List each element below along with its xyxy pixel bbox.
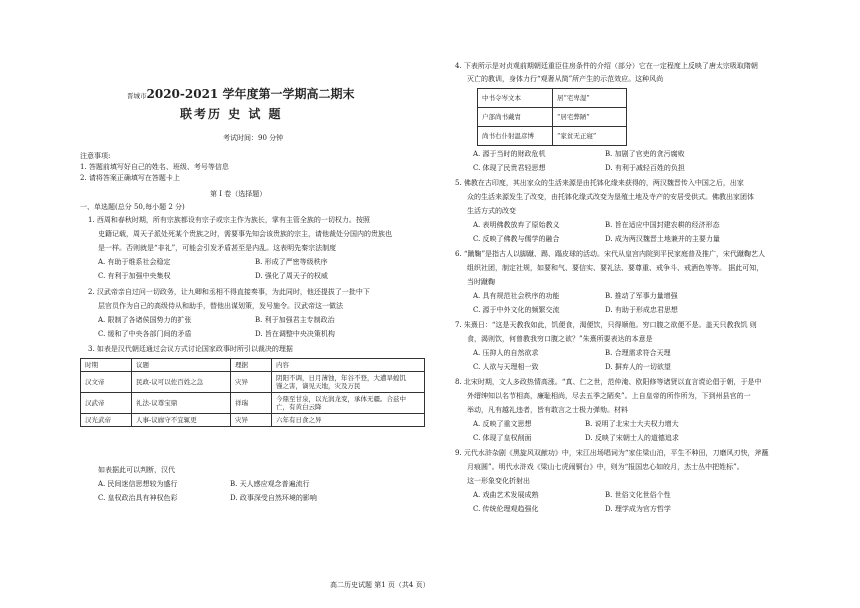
table-cell: “居宅弊陋” [553,108,627,127]
q7-option-a: A. 压抑人的自然欲求 [473,349,539,357]
table-cell: 尚书右仆射温彦博 [478,127,553,146]
table-cell [272,372,425,393]
q9-option-c: C. 传统伦理观趋强化 [473,505,539,513]
q6-line1: 6. “蹴鞠”是指古人以脚蹴、踢、蹋皮球的活动。宋代从皇宫内院到平民家庭普及推广，宋代蹴鞠艺人 [455,250,766,258]
q3-option-a: A. 民间迷信思想较为盛行 [98,480,178,488]
table-cell: 民政-议可以佐百姓之急 [132,372,231,393]
table-header-row [81,359,425,372]
table-cell: 礼法-议尊宝鼎 [132,393,231,414]
q8-line1: 8. 北宋时期，文人多政热情高涨。“真、仁之世，范仲淹、欧阳修等诸贤以直言谠论倡于朝，于是中 [455,378,762,386]
q4-option-c: C. 体现了民贵君轻思想 [473,164,546,172]
q1-option-d: D. 强化了周天子的权威 [255,272,328,280]
q4-option-a: A. 源于当时的财政危机 [473,150,546,158]
q8-option-b: B. 说明了北宋士大夫权力增大 [585,420,679,428]
table-header-cell: 时期 [81,359,132,372]
table-row [478,127,627,146]
q6-option-d: D. 有助于形成忠君思想 [605,306,678,314]
q2-option-c: C. 缓和了中央各部门间的矛盾 [98,330,192,338]
q8-option-c: C. 体现了皇权削面 [473,434,532,442]
table-cell: 中书令岑文本 [478,89,553,108]
q5-line3: 生活方式的改变 [467,207,516,215]
q7-option-c: C. 人欲与天理相一致 [473,363,539,371]
q6-line2: 组织社团，制定社规，如要和气、要信实、要礼法、要尊重、戒争斗、戒酒色等等。 据此可知， [467,264,764,272]
q6-option-c: C. 源于中外文化的频繁交流 [473,306,560,314]
q6-option-b: B. 推动了军事力量增强 [605,292,678,300]
q5-option-b: B. 旨在适应中国封建农耕的经济形态 [605,221,720,229]
q1-line1: 1. 西周和春秋时期，所有宗族都设有宗子或宗主作为族长，掌有主管全族的一切权力。按照 [88,216,370,224]
table-cell: 灾异 [231,414,272,427]
table-row [81,372,425,393]
table-header-cell: 议题 [132,359,231,372]
notice-heading: 注意事项: [80,152,111,160]
table-row [478,108,627,127]
table-cell: 汉武帝 [81,393,132,414]
table-cell: 汉光武帝 [81,414,132,427]
table-cell: “家贫无正寝” [553,127,627,146]
table-cell: 灾异 [231,372,272,393]
section-title: 第 I 卷（选择题） [210,190,267,198]
q8-line2: 外缙绅知以名节相高，廉耻相尚，尽去五季之陋矣”。上自皇帝的所作所为，下到州县官的一 [467,392,751,400]
table-cell: 汉文帝 [81,372,132,393]
q8-option-d: D. 反映了宋朝士人的道德追求 [585,434,679,442]
table-cell [272,393,425,414]
q3-line1: 3. 如表是汉代朝廷通过会议方式讨论国家政事时所引以裁决的理据 [88,345,293,353]
table-row [478,89,627,108]
q3-option-d: D. 政事深受自然环境的影响 [230,494,317,502]
q1-line3: 是一样。否则就是“非礼”，可能会引发矛盾甚至是内乱。这表明先秦宗法制度 [98,244,337,252]
table-row [81,414,425,427]
exam-title [127,87,355,101]
q7-line2: 食，渴则饮，何曾教我穷口腹之欲？”朱熹所要表达的本意是 [467,335,653,343]
notice-1: 1. 答题前填写好自己的姓名、班级、考号等信息 [80,163,229,171]
title-main: 2020-2021 学年度第一学期高二期末 [146,87,355,101]
table-cell: 六年有日食之异 [272,414,425,427]
q6-line3: 当时蹴鞠 [467,278,495,286]
q6-option-a: A. 具有规范社会秩序的功能 [473,292,560,300]
q4-line2: 灭亡的教训，身体力行“观奢从简”所产生的示范效应。这种风尚 [467,75,664,83]
q1-option-a: A. 有助于维系社会稳定 [98,258,171,266]
q9-option-a: A. 戏曲艺术发展成熟 [473,491,539,499]
q5-option-d: D. 成为两汉魏晋土地兼并的主要力量 [605,235,720,243]
q2-line2: 层官员作为自己的高级侍从和助手，替他出谋划策，发号施令。汉武帝这一做法 [98,302,343,310]
cell-line: 阴阳不调，日月薄蚀，年谷不登，大遭旱蝗饥 [276,374,406,382]
table-cell: 祥瑞 [231,393,272,414]
q5-option-a: A. 表明佛教放弃了原始教义 [473,221,560,229]
q2-option-a: A. 限制了各诸侯国势力的扩张 [98,316,192,324]
q2-option-d: D. 旨在调整中央决策机构 [255,330,335,338]
q8-option-a: A. 反映了重文思想 [473,420,532,428]
q9-line2: 月痕圆”。明代水浒戏《梁山七虎闹铜台》中，则为“报国忠心如皎月，杰士丛中把姓标”。 [467,463,744,471]
table-header-cell: 内容 [272,359,425,372]
cell-line: 今鼎至甘泉，以光润龙变，承体无疆。合兹中 [276,395,406,403]
q5-line1: 5. 佛教在古印度，其出家众的生活来源是由托钵化缘来获得的，两汉魏晋传入中国之后，出家 [455,179,744,187]
notice-2: 2. 请将答案正确填写在答题卡上 [80,174,180,182]
q3-line2: 如表据此可以判断，汉代 [98,466,175,474]
question-type-heading: 一、单选题(总分 50,每小题 2 分) [80,203,185,211]
q9-option-d: D. 理学成为官方哲学 [605,505,671,513]
q3-option-b: B. 天人感应观念普遍流行 [230,480,310,488]
q1-line2: 史籍记载，周天子派处死某个贵族之时，需要事先知会该贵族的宗主，请他裁处分国内的贵族也 [98,230,392,238]
page-footer: 高二历史试题 第1 页（共4 页） [330,581,430,589]
q7-option-d: D. 摒弃人的一切欲望 [605,363,671,371]
table-row [81,393,425,414]
q4-option-d: D. 有利于减轻百姓的负担 [605,164,685,172]
cell-line: 馑之害，谪见天地，灾及万民 [276,382,361,390]
q3-table [80,358,425,427]
q3-option-c: C. 皇权政治具有神权色彩 [98,494,178,502]
q2-line1: 2. 汉武帝亲自过问一切政务，让九卿和丞相不得直接奏事，为此同时，他还提拔了一批中下 [88,288,370,296]
q8-line3: 举动，凡有越礼违者，皆有敢言之士极力弹劾。材料 [467,406,628,414]
q7-option-b: B. 合理需求符合天理 [605,349,671,357]
table-cell: 户部尚书戴胄 [478,108,553,127]
cell-line: 亡，有黄白云降 [276,403,322,411]
q1-option-c: C. 有利于加强中央集权 [98,272,171,280]
q5-line2: 众的生活来源发生了改变，由托钵化缘式改变为垦殖土地及寺产的安居受供式。佛教出家团体 [467,193,754,201]
table-cell: 人事-议廊守不宜辄更 [132,414,231,427]
q4-option-b: B. 加剧了官吏的贪污腐败 [605,150,685,158]
q4-table [477,88,627,146]
q7-line1: 7. 朱熹日：“这是天教我如此，饥便食，渴便饮，只得顺他。穷口腹之欲便不是。盖天只教我饥 则 [455,321,757,329]
title-prefix: 晋城市 [127,92,147,100]
q1-option-b: B. 形成了严密等级秩序 [255,258,328,266]
exam-subtitle: 联考历 史 试 题 [180,107,283,121]
q9-line1: 9. 元代水浒杂剧《黑旋风双献功》中，宋江出场唱词为“家住梁山泊，平生不种田，刀磨风刃快，斧蘸 [455,449,769,457]
q9-option-b: B. 世俗文化世俗个性 [605,491,671,499]
q9-line3: 这一形象变化折射出 [467,477,530,485]
q5-option-c: C. 反映了佛教与儒学的融合 [473,235,560,243]
table-header-cell: 理据 [231,359,272,372]
q2-option-b: B. 利于加强君主专制政治 [255,316,335,324]
exam-time: 考试时间：90 分钟 [223,134,284,142]
q4-line1: 4. 下表所示是对贞观前期朝廷重臣住房条件的介绍（部分）它在一定程度上反映了唐太宗吸取隋朝 [455,62,758,70]
table-cell: 居“宅卑湿” [553,89,627,108]
